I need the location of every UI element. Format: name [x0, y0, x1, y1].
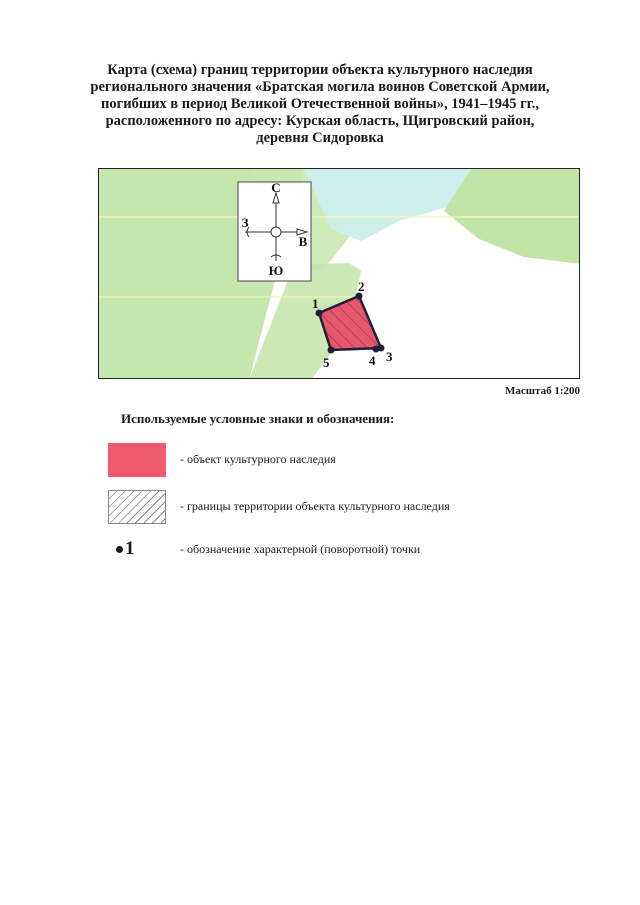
title-line: регионального значения «Братская могила воинов Советской Армии, [90, 79, 550, 95]
boundary-map [98, 168, 580, 379]
title-line: расположенного по адресу: Курская область, Щигровский район, [105, 113, 535, 129]
point-dot-icon [116, 546, 123, 553]
legend-item-boundary [108, 490, 578, 524]
turning-point-label: 4 [369, 353, 376, 368]
compass-south-label: Ю [268, 263, 284, 278]
hatched-swatch-icon [108, 490, 166, 524]
compass-east-label: В [298, 234, 308, 249]
compass-center-icon [271, 227, 281, 237]
legend-item-text: - границы территории объекта культурного наследия [180, 499, 450, 513]
legend-title: Используемые условные знаки и обозначения: [121, 411, 395, 426]
map-drawing [99, 169, 580, 379]
title-line: деревня Сидоровка [256, 130, 384, 146]
compass-rose [238, 180, 311, 281]
legend-item-point [108, 538, 578, 572]
turning-point-label: 5 [323, 355, 330, 370]
turning-point-label: 1 [312, 296, 319, 311]
turning-point-symbol [116, 538, 135, 560]
map-scale: Масштаб 1:200 [504, 385, 580, 397]
compass-north-label: С [271, 180, 281, 195]
legend-item-text: - объект культурного наследия [180, 452, 336, 466]
turning-point-marker [373, 346, 380, 353]
legend-item-object [108, 443, 578, 477]
legend-item-text: - обозначение характерной (поворотной) точки [180, 542, 421, 556]
title-line: погибших в период Великой Отечественной войны», 1941–1945 гг., [101, 96, 539, 112]
point-symbol-label: 1 [125, 538, 135, 559]
title-line: Карта (схема) границ территории объекта культурного наследия [107, 62, 533, 78]
document-title [60, 62, 580, 147]
turning-point-label: 3 [386, 349, 393, 364]
turning-point-marker [328, 347, 335, 354]
turning-point-label: 2 [358, 279, 365, 294]
compass-west-label: З [241, 215, 249, 230]
red-fill-swatch-icon [108, 443, 166, 477]
